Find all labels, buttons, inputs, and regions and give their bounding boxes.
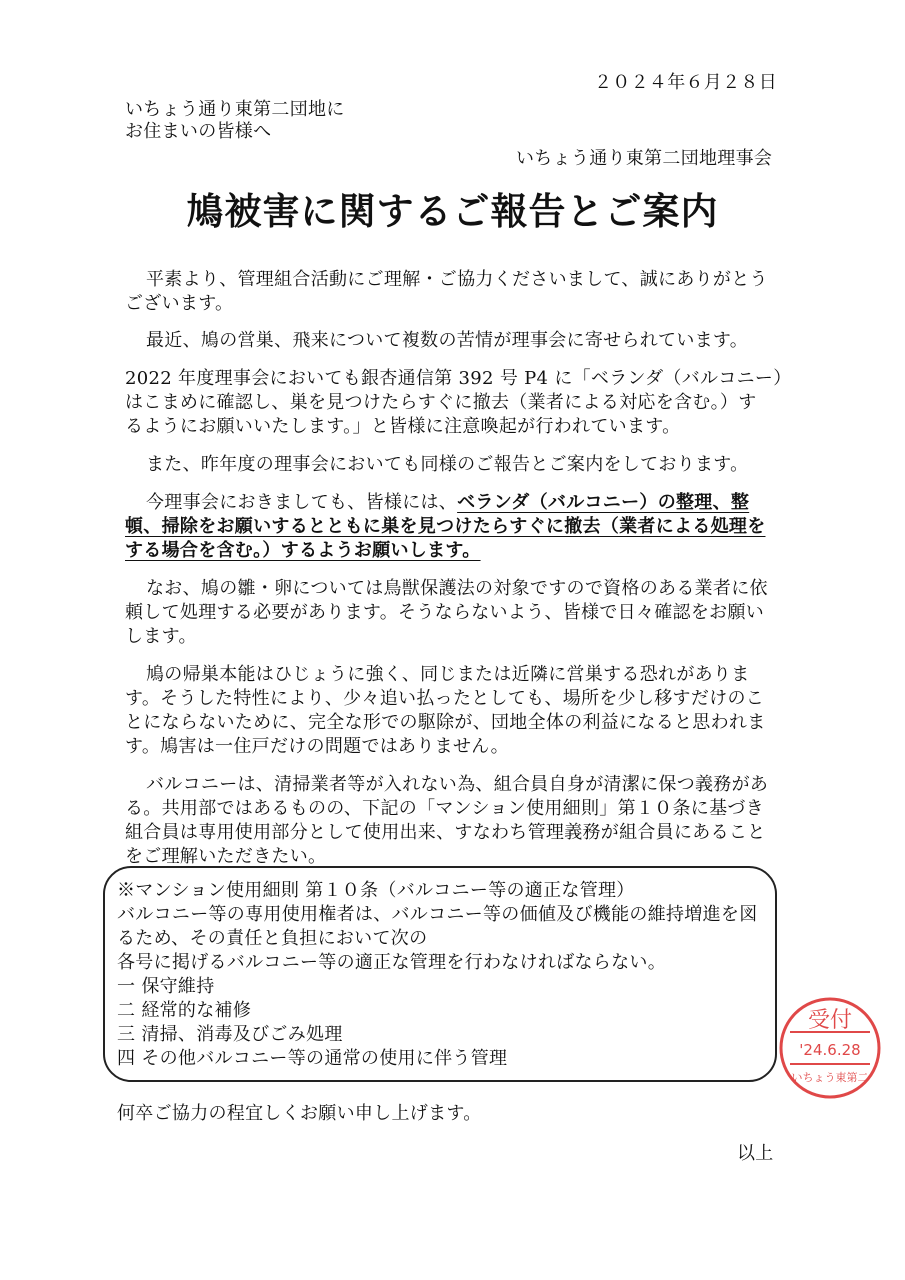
bylaw-item-3: 三 清掃、消毒及びごみ処理 [117,1024,343,1045]
paragraph-6-line-3: します。 [125,626,197,647]
paragraph-5-line-1 [146,492,749,514]
sender: いちょう通り東第二団地理事会 [516,148,773,169]
bylaw-line-2: るため、その責任と負担において次の [117,928,428,949]
recipient-line-1: いちょう通り東第二団地に [125,99,345,120]
page-title: 鳩被害に関するご報告とご案内 [186,190,719,233]
stamp-label: 受付 [807,1008,853,1033]
paragraph-8-line-2: る。共用部ではあるものの、下記の「マンション使用細則」第１０条に基づき [125,798,764,819]
document-date: ２０２４年６月２８日 [594,72,777,93]
paragraph-8-line-1: バルコニーは、清掃業者等が入れない為、組合員自身が清潔に保つ義務があ [146,774,769,795]
paragraph-3-line-1: 2022 年度理事会においても銀杏通信第 392 号 P4 に「ベランダ（バルコニー） [125,368,792,389]
bylaw-line-3: 各号に掲げるバルコニー等の適正な管理を行わなければならない。 [117,952,666,973]
paragraph-5-emphasis-2: 頓、掃除をお願いするとともに巣を見つけたらすぐに撤去（業者による処理を [125,516,766,537]
paragraph-7-line-4: す。鳩害は一住戸だけの問題ではありません。 [125,736,509,757]
paragraph-3-line-3: るようにお願いいたします。」と皆様に注意喚起が行われています。 [125,416,681,437]
paragraph-6-line-2: 頼して処理する必要があります。そうならないよう、皆様で日々確認をお願い [125,602,765,623]
paragraph-7-line-1: 鳩の帰巣本能はひじょうに強く、同じまたは近隣に営巣する恐れがありま [146,664,750,685]
bylaw-item-2: 二 経常的な補修 [117,1000,252,1021]
paragraph-7-line-2: す。そうした特性により、少々追い払ったとしても、場所を少し移すだけのこ [125,688,765,709]
paragraph-6-line-1: なお、鳩の雛・卵については鳥獣保護法の対象ですので資格のある業者に依 [146,578,768,599]
bylaw-heading: ※マンション使用細則 第１０条（バルコニー等の適正な管理） [117,880,635,901]
paragraph-2-line-1: 最近、鳩の営巣、飛来について複数の苦情が理事会に寄せられています。 [146,330,749,351]
reception-stamp [778,996,882,1100]
bylaw-item-1: 一 保守維持 [117,976,215,997]
paragraph-5-emphasis-3: する場合を含む。）するようお願いします。 [125,540,481,561]
paragraph-7-line-3: とにならないために、完全な形での駆除が、団地全体の利益になると思われま [125,712,766,733]
paragraph-3-line-2: はこまめに確認し、巣を見つけたらすぐに撤去（業者による対応を含む。）す [125,392,757,413]
end-mark: 以上 [737,1143,774,1164]
closing-remark: 何卒ご協力の程宜しくお願い申し上げます。 [117,1103,482,1124]
paragraph-5-emphasis-1: ベランダ（バルコニー）の整理、整 [457,492,750,513]
stamp-org: いちょう東第二 [791,1071,869,1084]
paragraph-5-plain: 今理事会におきましても、皆様には、 [146,492,458,513]
paragraph-4-line-1: また、昨年度の理事会においても同様のご報告とご案内をしております。 [146,454,749,475]
paragraph-1-line-1: 平素より、管理組合活動にご理解・ご協力くださいまして、誠にありがとう [146,269,768,290]
paragraph-8-line-4: をご理解いただきたい。 [125,846,327,867]
bylaw-line-1: バルコニー等の専用使用権者は、バルコニー等の価値及び機能の維持増進を図 [117,904,758,925]
stamp-date: '24.6.28 [799,1041,861,1059]
recipient-line-2: お住まいの皆様へ [125,121,272,142]
paragraph-8-line-3: 組合員は専用使用部分として使用出来、すなわち管理義務が組合員にあること [125,822,766,843]
bylaw-item-4: 四 その他バルコニー等の通常の使用に伴う管理 [117,1048,508,1069]
paragraph-1-line-2: ございます。 [125,293,234,314]
